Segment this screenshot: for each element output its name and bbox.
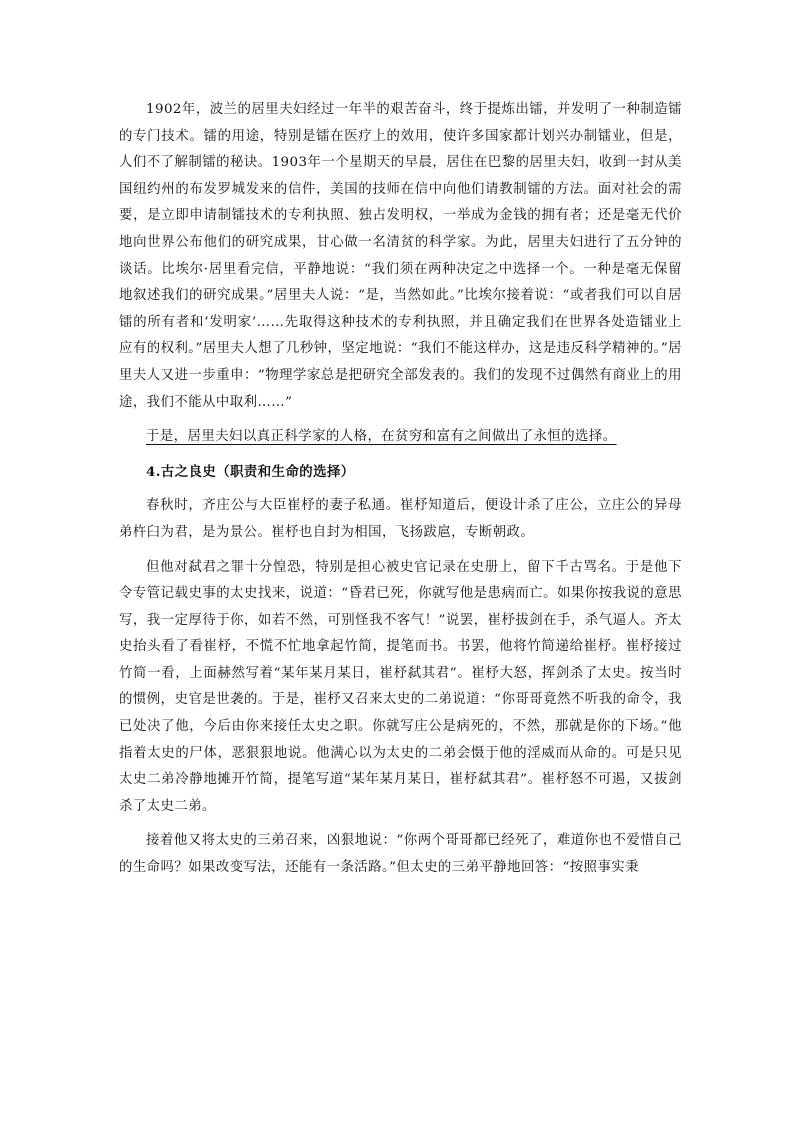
- paragraph-chunqiu-intro: 春秋时，齐庄公与大臣崔杼的妻子私通。崔杼知道后，便设计杀了庄公，立庄公的异母弟杵臼为君，是为景公。崔杼也自封为相国，飞扬跋扈，专断朝政。: [119, 498, 682, 540]
- paragraph-gap: [119, 547, 682, 555]
- paragraph-gap: [119, 820, 682, 828]
- paragraph-gap: [119, 485, 682, 493]
- underlined-conclusion-text: 于是，居里夫妇以真正科学家的人格，在贫穷和富有之间做出了永恒的选择。: [146, 429, 617, 445]
- paragraph-curie-story: 1902年，波兰的居里夫妇经过一年半的艰苦奋斗，终于提炼出镭，并发明了一种制造镭的专门技术。镭的用途，特别是镭在医疗上的效用，使许多国家都计划兴办制镭业，但是，人们不了解制镭的秘诀。1903年一个星期天的早晨，居住在巴黎的居里夫妇，收到一封从美国纽约州的布发罗城发来的信件，美国的技师在信中向他们请教制镭的方法。面对社会的需要，是立即申请制镭技术的专利执照、独占发明权，一举成为金钱的拥有者；还是毫无代价地向世界公布他们的研究成果，甘心做一名清贫的科学家。为此，居里夫妇进行了五分钟的谈话。比埃尔·居里看完信，平静地说：“我们须在两种决定之中选择一个。一种是毫无保留地叙述我们的研究成果。”居里夫人说：“是，当然如此。”比埃尔接着说：“或者我们可以自居镭的所有者和‘发明家’……先取得这种技术的专利执照，并且确定我们在世界各处造镭业上应有的权利。”居里夫人想了几秒钟，坚定地说：“我们不能这样办，这是违反科学精神的。”居里夫人又进一步重申：“物理学家总是把研究全部发表的。我们的发现不过偶然有商业上的用途，我们不能从中取利……”: [119, 102, 682, 410]
- paragraph-gap: [119, 451, 682, 459]
- section-heading: 4.古之良史（职责和生命的选择）: [146, 463, 355, 480]
- paragraph-taishi-story: 但他对弑君之罪十分惶恐，特别是担心被史官记录在史册上，留下千古骂名。于是他下令专管记载史事的太史找来，说道：“昏君已死，你就写他是患病而亡。如果你按我说的意思写，我一定厚待于你，如若不然，可别怪我不客气！”说罢，崔杼拔剑在手，杀气逼人。齐太史抬头看了看崔杼，不慌不忙地拿起竹简，提笔而书。书罢，他将竹简递给崔杼。崔杼接过竹简一看，上面赫然写着“某年某月某日，崔杼弑其君”。崔杼大怒，挥剑杀了太史。按当时的惯例，史官是世袭的。于是，崔杼又召来太史的二弟说道：“你哥哥竟然不听我的命令，我已处决了他，今后由你来接任太史之职。你就写庄公是病死的，不然，那就是你的下场。”他指着太史的尸体，恶狠狠地说。他满心以为太史的二弟会慑于他的淫威而从命的。可是只见太史二弟冷静地摊开竹简，提笔写道“某年某月某日，崔杼弑其君”。崔杼怒不可遏，又拔剑杀了太史二弟。: [119, 559, 682, 814]
- paragraph-gap: [119, 416, 682, 424]
- paragraph-third-brother: 接着他又将太史的三弟召来，凶狠地说：“你两个哥哥都已经死了，难道你也不爱惜自己的生命吗？如果改变写法，还能有一条活路。”但太史的三弟平静地回答：“按照事实秉: [119, 833, 682, 876]
- paragraph-curie-conclusion: [119, 424, 682, 451]
